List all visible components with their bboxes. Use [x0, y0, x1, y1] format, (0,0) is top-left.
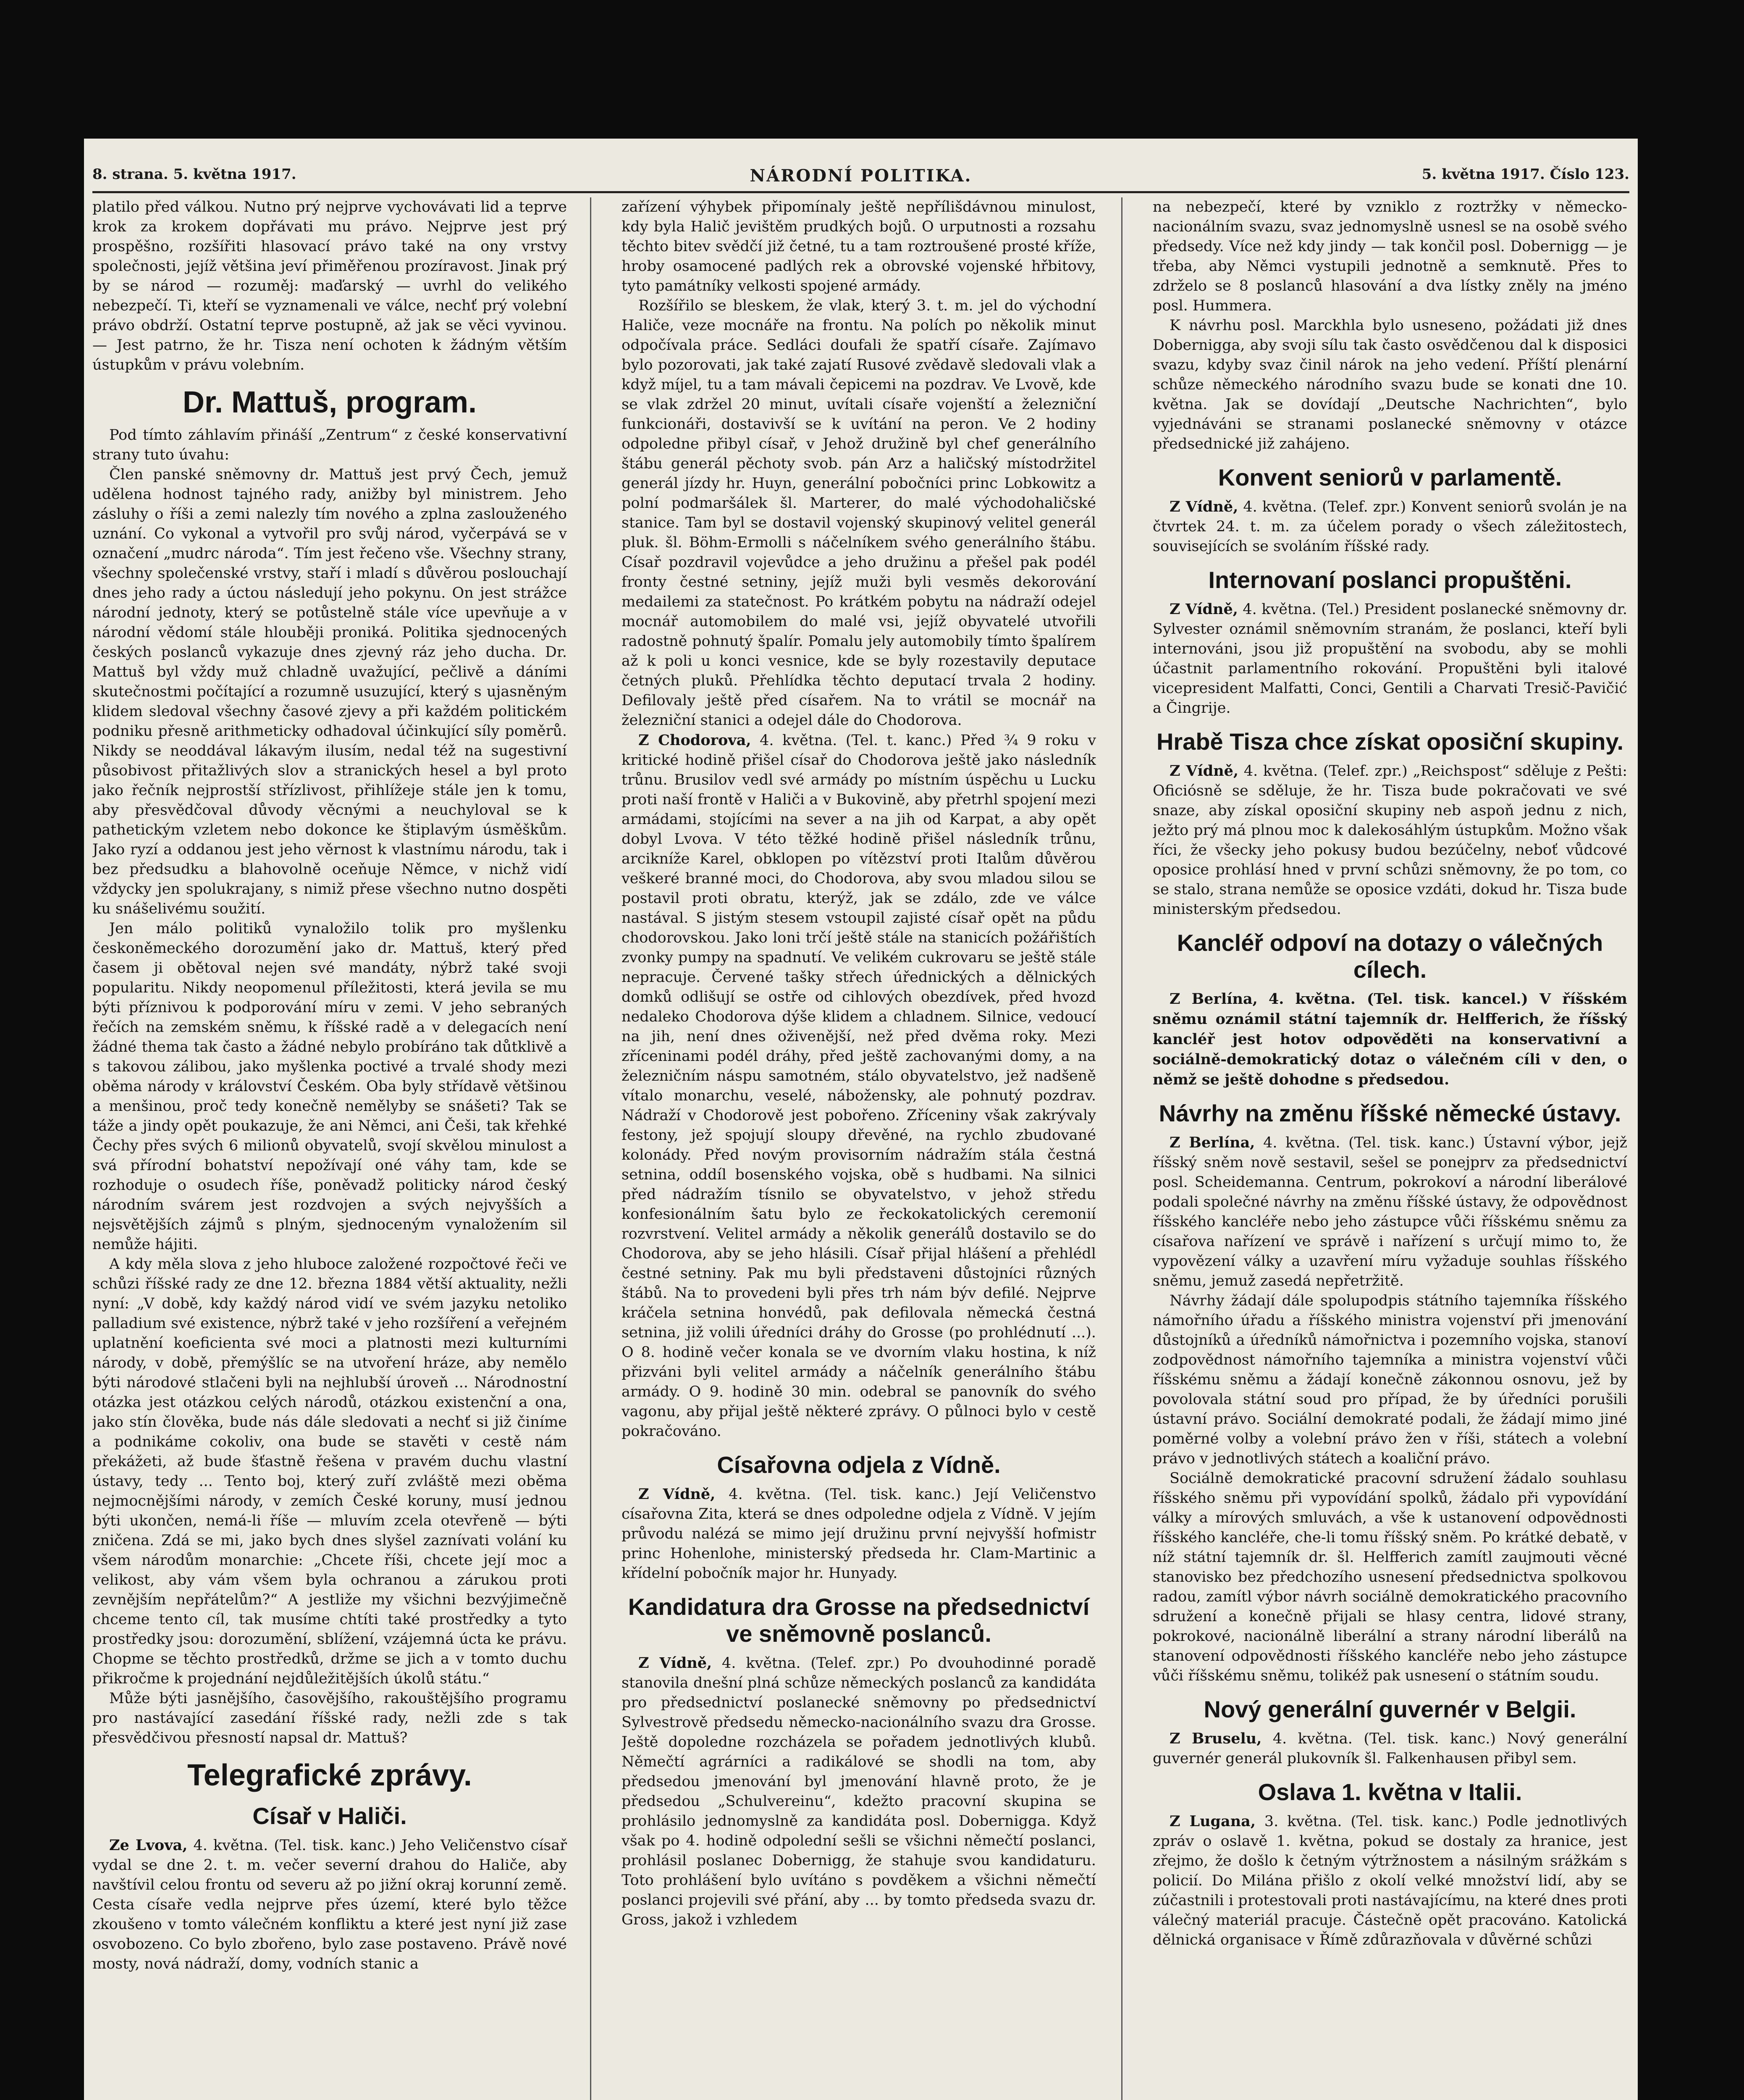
headline-gross: Kandidatura dra Grosse na předsednictví ve sněmovně poslanců.: [628, 1593, 1090, 1647]
dateline: Z Vídně,: [638, 1654, 712, 1672]
article-text: [1153, 497, 1627, 556]
article-text: zařízení výhybek připomínaly ještě nepřílišdávnou minulost, kdy byla Halič jevištěm prudkých bojů. O urputnosti a rozsahu těchto bitev svědčí již četné, tu a tam roztroušené prosté kříže, hroby osamocené padlých rek a obrovské vojenské hřbitovy, tyto památníky velkosti spojené armády.: [622, 199, 1096, 294]
dateline: Z Chodorova,: [638, 732, 751, 749]
article-text: platilo před válkou. Nutno prý nejprve vychovávati lid a teprve krok za krokem dopřávati mu právo. Nejprve jest prý prospěšno, rozšířiti hlasovací právo také na ony vrstvy společnosti, jejíž většina jeví přiměřenou prozíravost. Jinak prý by se národ — rozuměj: maďarský — uvrhl do velikého nebezpečí. Ti, kteří se vyznamenali ve válce, nechť prý volební právo obdrží. Ostatní teprve postupně, až jak se věci vyvinou. — Jest patrno, že hr. Tisza není ochoten k žádným větším ústupkům v právu volebním.: [92, 199, 567, 373]
headline-emperor: Císař v Haliči.: [252, 1803, 407, 1829]
article-body: 4. května. (Tel. tisk. kanc.) Její Veličenstvo císařovna Zita, která se dnes odpoledne odjela z Vídně. V jejím průvodu nalézá se mimo její družinu první nejvyšší hofmistr princ Hohenlohe, ministerský předseda hr. Clam-Martinic a křídelní pobočník major hr. Hunyady.: [622, 1486, 1096, 1582]
headline-constitution: Návrhy na změnu říšské německé ústavy.: [1159, 1100, 1621, 1126]
article-body: 4. května. (Tel. tisk. kancel.) V říšském sněmu oznámil státní tajemník dr. Helfferich, že říšský kancléř jest hotov odpověděti na konservativní a sociálně-demokratický dotaz o válečném cíli v den, o němž se ještě dohodne s předsedou.: [1153, 990, 1627, 1088]
dateline: Z Berlína,: [1170, 990, 1258, 1008]
article-text: [1153, 599, 1627, 718]
column-1: [92, 197, 567, 2100]
article-text: [1153, 761, 1627, 919]
headline-chancellor: Kancléř odpoví na dotazy o válečných cílech.: [1177, 929, 1603, 983]
article-text: Člen panské sněmovny dr. Mattuš jest prvý Čech, jemuž udělena hodnost tajného rady, anižby byl ministrem. Jeho zásluhy o říši a zemi nalezly tím nového a zplna zaslouženého uznání. Co vykonal a vytvořil pro svůj národ, vyčerpává se v označení „mudrc národa“. Tím jest řečeno vše. Všechny strany, všechny společenské vrstvy, staří i mladí s důvěrou poslouchají dnes jeho rady a úctou následují jeho pokynu. On jest strážce národní jednoty, který se potůstelně stále více upevňuje a v národní vědomí stále hlouběji proniká. Politika sjednocených českých poslanců vykazuje dnes zjevný ráz jeho ducha. Dr. Mattuš byl vždy muž chladně uvažující, pečlivě a dáními skutečnostmi počítající a rozumně usuzující, který s ujasněným klidem sledoval všechny časové zjevy a při každém politickém podniku přesně arithmeticky odhadoval účinkující síly poměrů. Nikdy se neoddával lákavým ilusím, nedal též na sugestivní působivost přitažlivých slov a stranických hesel a byl proto jako řečník nejprostší střízlivost, přihlížeje stále jen k tomu, aby přesvědčoval důvody věcnými a neuchyloval se k pathetickým vzletem nebo dokonce ke štiplavým úsměškům. Jako ryzí a oddanou jest jeho věrnost k vlastnímu národu, tak i bez předsudku a blahovolně oceňuje Němce, v nichž vidí vždycky jen spolukrajany, s nimiž přese všechno nutno dospěti ku snášelivému soužití.: [92, 466, 567, 917]
article-body: 4. května. (Telef. zpr.) Po dvouhodinné poradě stanovila dnešní plná schůze německých poslanců za kandidáta pro předsednictví poslanecké sněmovny po předsednictví Sylvestrově předsedu německo-nacionálního svazu dra Grosse. Ještě dopoledne rozcházela se pořadem jednotlivých klubů. Němečtí agrárníci a radikálové se shodli na tom, aby předsedou jmenování byl jmenování hlavně proto, že je předsedou „Schulvereinu“, kdežto pracovní skupina se prohlásilo jednomyslně za kandidáta posl. Dobernigga. Když však po 4. hodině odpolední sešli se všichni němečtí poslanci, prohlásil poslanec Dobernigg, že stahuje svou kandidaturu. Toto prohlášení bylo uvítáno s povděkem a všichni němečtí poslanci projevili své přání, aby ... by tomto předseda svazu dr. Gross, jakož i vzhledem: [622, 1655, 1096, 1928]
article-body: 4. května. (Telef. zpr.) „Reichspost“ sděluje z Pešti: Oficiósně se sděluje, že hr. Tisza bude pokračovati ve své snaze, aby získal oposiční skupiny neb aspoň jednu z nich, ježto prý má plnou moc k dalekosáhlým ústupkům. Možno však říci, že všecky jeho pokusy budou bezúčelny, neboť vůdcové oposice prohlásí hned v první schůzi sněmovny, že po tom, co se stalo, strana nemůže se oposice vzdáti, dokud hr. Tisza bude ministerským předsedou.: [1153, 763, 1627, 918]
masthead: NÁRODNÍ POLITIKA.: [750, 166, 972, 186]
article-body: 4. května. (Telef. zpr.) Konvent seniorů svolán je na čtvrtek 24. t. m. za účelem porady o všech záležitostech, souvisejících se svoláním říšské rady.: [1153, 499, 1627, 555]
article-text: [1153, 989, 1627, 1090]
headline-interned: Internovaní poslanci propuštěni.: [1208, 567, 1572, 593]
article-text: Sociálně demokratické pracovní sdružení žádalo souhlasu říšského sněmu při vypovídání spolků, žádalo při vypovídání války a mírových smluvách, a vše k ustanovení odpovědnosti říšského kancléře, che-li tomu říšský sněm. Po krátké debatě, v níž státní tajemník dr. šl. Helfferich zamítl zaujmouti věcné stanovisko bez předchozího usnesení předsednictva spolkovou radou, zamítl výbor návrh sociálně demokratického pracovního sdružení a konečně přijali se hlasy centra, lidové strany, pokrokové, nacionálně liberální a strany národní liberálů na stanovení odpovědnosti říšského kancléře nebo jeho zástupce vůči říšskému sněmu, tolikéž pak usnesení o státním soudu.: [1153, 1470, 1627, 1684]
article-text: [622, 1653, 1096, 1930]
header-left: 8. strana. 5. května 1917.: [92, 166, 296, 183]
dateline: Z Vídně,: [638, 1486, 716, 1503]
article-text: Jen málo politiků vynaložilo tolik pro myšlenku českoněmeckého dorozumění jako dr. Mattuš, který před časem ji obětoval nejen své mandáty, nýbrž také svoji popularitu. Nikdy neopomenul příležitosti, která jevila se mu býti příznivou k podporování míru v zemi. V jeho sebraných řečích na zemském sněmu, k říšské radě a v delegacích není žádné thema tak často a žádné nebylo probíráno tak důtklivě a s takovou zálibou, jako myšlenka poctivé a trvalé shody mezi oběma národy v království Českém. Oba byly střídavě většinou a menšinou, proč tedy konečně nemělyby se snášeti? Tak se táže a jindy opět poukazuje, že ani Němci, ani Češi, tak křehké Čechy přes svých 6 milionů obyvatelů, svojí skvělou minulost a svá přírodní bohatství nepožívají oné váhy tam, kde se rozhoduje o osudech říše, poněvadž politicky národ český národním svárem jest rozdvojen a svých nejvyšších a nejsvětějších zájmů s plným, sjednoceným vynaložením sil nemůže hájiti.: [92, 920, 567, 1253]
column-2: [622, 197, 1096, 2100]
column-divider-2: [1121, 197, 1122, 2100]
article-text: Může býti jasnějšího, časovějšího, rakouštějšího programu pro nastávající zasedání říšské rady, nežli zde s tak přesvědčivou přesností napsal dr. Mattuš?: [92, 1690, 567, 1746]
article-text: K návrhu posl. Marckhla bylo usneseno, požádati již dnes Dobernigga, aby svoji sílu tak často osvědčenou dal k disposici svazu, kdyby svaz činil nárok na jeho vedení. Příští plenární schůze německého národního svazu bude se konati dne 10. května. Jak se dovídají „Deutsche Nachrichten“, bylo vyjednáváni se stranami poslanecké sněmovny v otázce předsednické již zahájeno.: [1153, 317, 1627, 452]
article-text: [622, 1484, 1096, 1583]
headline-convent: Konvent seniorů v parlamentě.: [1218, 464, 1562, 491]
article-text: [622, 730, 1096, 1441]
headline-belgium: Nový generální guvernér v Belgii.: [1204, 1696, 1576, 1722]
headline-tisza: Hrabě Tisza chce získat oposiční skupiny.: [1156, 728, 1624, 755]
article-text: Pod tímto záhlavím přináší „Zentrum“ z české konservativní strany tuto úvahu:: [92, 427, 567, 463]
article-text: Rozšířilo se bleskem, že vlak, který 3. t. m. jel do východní Haliče, veze mocnáře na frontu. Na polích po několik minut odpočívala práce. Sedláci doufali že spatří císaře. Zajímavo bylo pozorovati, jak také zajatí Rusové zvědavě sledovali vlak a když míjel, tu a tam mávali čepicemi na pozdrav. Ve Lvově, kde se vlak zdržel 20 minut, uvítali císaře vojenští a železniční funkcionáři, dostavivší se k uvítání na peron. Ve 2 hodiny odpoledne přibyl císař, v Jehož družině byl chef generálního štábu generál pěchoty svob. pán Arz a haličský místodržitel generál jízdy hr. Huyn, generální pobočníci princ Lobkowitz a polní podmaršálek šl. Marterer, do malé východohaličské stanice. Tam byl se dostavil vojenský skupinový velitel generál pluk. šl. Böhm-Ermolli s náčelníkem svého generálního štábu. Císař pozdravil vojevůdce a jeho družinu a přešel pak podél fronty čestné setniny, jejíž muži byli vesměs dekorování medailemi za statečnost. Po krátkém pobytu na nádraží odejel mocnář automobilem do malé vsi, jejíž obyvatelé utvořili radostně pohnutý špalír. Pomalu jely automobily tímto špalírem až k poli u konci vesnice, kde se byly rozestavily deputace četných pluků. Přehlídka těchto deputací trvala 2 hodiny. Defilovaly ještě před císařem. Na to vrátil se mocnář na železniční stanici a odejel dále do Chodorova.: [622, 297, 1096, 729]
article-body: 4. května. (Tel. tisk. kanc.) Ústavní výbor, jejž říšský sněm nově sestavil, sešel se ponejprv za předsednictví posl. Scheidemanna. Centrum, pokrokoví a národní liberálové podali společné návrhy na změnu říšské ústavy, že odpovědnost říšského kancléře nebo jeho zástupce vůči říšskému sněmu za císařova nařízení ve správě i nařízení s určují mimo to, že vypovězení války a uzavření míru vyžaduje souhlas říšského sněmu, jemuž zasedá nepřetržitě.: [1153, 1134, 1627, 1289]
headline-italy: Oslava 1. května v Italii.: [1258, 1779, 1522, 1805]
header-right: 5. května 1917. Číslo 123.: [1421, 166, 1629, 183]
article-text: [1153, 1811, 1627, 1950]
column-3: [1153, 197, 1627, 2100]
dateline: Z Bruselu,: [1170, 1730, 1262, 1747]
article-body: 4. května. (Tel. t. kanc.) Před ¾ 9 roku v kritické hodině přišel císař do Chodorova ještě jako následník trůnu. Brusilov vedl své armády po místním úspěchu u Lucku proti naší frontě v Haliči a v Bukovině, aby přetrhl spojení mezi armádami, stojícími na sever a na jih od Karpat, a aby opět dobyl Lvova. V této těžké hodině přišel následník trůnu, arcikníže Karel, obklopen po vítězství proti Italům důvěrou veškeré branné moci, do Chodorova, aby svou mladou silou se postavil proti obratu, kterýž, jak se zdálo, zde ve válce nastával. S jistým stesem vstoupil zajisté císař opět na půdu chodorovskou. Jako loni trčí ještě stále na stanicích požářištích zvonky pumpy na spadnutí. Ve velikém cukrovaru se ještě stále nepracuje. Červené tašky střech úřednických a dělnických domků odlišují se ostře od cihlových obezdívek, před hvozd nedaleko Chodorova dýše klidem a chladnem. Silnice, vedoucí na jih, není dnes oživenější, než před dvěma roky. Mezi zříceninami podél dráhy, před ještě zachovanými domy, a na železničním náspu samotném, stálo obyvatelstvo, jež nadšeně vítalo monarchu, veselé, nábožensky, ale pohnutý pozdrav. Nádraží v Chodorově jest pobořeno. Zříceniny však zakrývaly festony, jež spojují sloupy dřevěné, na rychlo zbudované kolonády. Před novým provisorním nádražím stála čestná setnina, oddíl bosenského vojska, obě s hudbami. Na silnici před nádražím tísnilo se obyvatelstvo, v jehož středu konfesionálním šatu bylo ze řeckokatolických ceremonií rozvrstvení. Velitel armády a několik generálů dostavilo se do Chodorova, aby se jeho hlásili. Císař přijal hlášení a přehlédl čestné setniny. Pak mu byli představeni důstojníci různých štábů. Na to provedeni byli přes trh nám býv defilé. Nejprve kráčela setnina honvédů, pak defilovala německá čestná setnina, již volili úředníci dráhy do Grosse (po prohlédnutí ...). O 8. hodině večer konala se ve dvorním vlaku hostina, k níž přizváni byli velitel armády a náčelník generálního štábu armády. O 9. hodině 30 min. odebral se panovník do svého vagonu, aby přijal ještě některé zprávy. O půlnoci bylo v cestě pokračováno.: [622, 732, 1096, 1440]
article-text: [92, 1835, 567, 1974]
article-body: 4. května. (Tel. tisk. kanc.) Nový generální guvernér generál plukovník šl. Falkenhausen přibyl sem.: [1153, 1730, 1627, 1767]
article-body: 4. května. (Tel.) President poslanecké sněmovny dr. Sylvester oznámil sněmovním stranám, že poslanci, kteří byli internováni, jsou již propuštění na svobodu, aby se mohli účastnit parlamentního rokování. Propuštěni byli italové vicepresident Malfatti, Conci, Gentili a Charvati Tresič-Pavičić a Čingrije.: [1153, 601, 1627, 717]
article-body: 4. května. (Tel. tisk. kanc.) Jeho Veličenstvo císař vydal se dne 2. t. m. večer severní drahou do Haliče, aby navštívil celou frontu od severu až po jižní okraj korunní země. Cesta císaře vedla nejprve přes území, které bylo těžce zkoušeno v tomto válečném konfliktu a které jest nyní již zase osvobozeno. Co bylo zbořeno, bylo zase postaveno. Právě nové mosty, nová nádraží, domy, vodních stanic a: [92, 1837, 567, 1972]
headline-mattus: Dr. Mattuš, program.: [182, 386, 477, 419]
article-text: Návrhy žádají dále spolupodpis státního tajemníka říšského námořního úřadu a říšského ministra vojenství při jmenování důstojníků a úředníků námořnictva i pozemního vojska, stanoví zodpovědnost námořního tajemníka a ministra vojenství vůči říšskému sněmu a žádají konečně zákonnou osnovu, jež by povolovala státní soud pro případ, že by úředníci porušili ústavní právo. Sociální demokraté podali, že žádají mimo jiné poměrné volby a volební právo žen v říši, státech a volební právo v jednotlivých státech a koaliční právo.: [1153, 1292, 1627, 1467]
article-text: [1153, 1729, 1627, 1769]
dateline: Z Lugana,: [1170, 1813, 1256, 1830]
newspaper-page: [84, 139, 1638, 2100]
page-header: [92, 162, 1629, 191]
article-body: 3. května. (Tel. tisk. kanc.) Podle jednotlivých zpráv o oslavě 1. května, pokud se dostaly za hranice, jest zřejmo, že došlo k četným výtržnostem a násilným srážkám s policií. Do Milána přišlo z okolí velké množství lidí, aby se zúčastnili i protestovali proti nastávajícímu, na které dnes proti válečný materiál pracuje. Částečně opět pracováno. Katolická dělnická organisace v Římě zdůrazňovala v důvěrné schůzi: [1153, 1813, 1627, 1948]
dateline: Z Berlína,: [1170, 1134, 1255, 1151]
dateline: Z Vídně,: [1170, 498, 1238, 515]
article-text: na nebezpečí, které by vzniklo z roztržky v německo-nacionálním svazu, svaz jednomyslně usnesl se na osobě svého předsedy. Více než kdy jindy — tak končil posl. Dobernigg — je třeba, aby Němci vystupili jednotně a semknutě. Přes to zdrželo se 8 poslanců hlasování a dva lístky zněly na jméno posl. Hummera.: [1153, 199, 1627, 314]
dateline: Z Vídně,: [1170, 601, 1238, 618]
dateline: Z Vídně,: [1170, 762, 1239, 780]
headline-empress: Císařovna odjela z Vídně.: [717, 1452, 1001, 1478]
headline-telegraphic: Telegrafické zprávy.: [187, 1759, 472, 1792]
header-rule: [92, 191, 1629, 193]
dateline: Ze Lvova,: [109, 1837, 188, 1854]
column-divider-1: [590, 197, 591, 2100]
article-text: A kdy měla slova z jeho hluboce založené rozpočtové řeči ve schůzi říšské rady ze dne 12. března 1884 větší aktuality, nežli nyní: „V době, kdy každý národ vidí ve svém jazyku netoliko palladium své existence, nýbrž také v jeho rozšíření a veřejném uplatnění koeficienta své moci a platnosti mezi kulturními národy, v době, přemýšlíc se na utvoření hráze, aby nemělo býti národové stlačeni byli na nejhlubší úroveň ... Národnostní otázka jest otázkou celých národů, otázkou existenční a ona, jako stín člověka, bude nás dále sledovati a nechť si již činíme a podnikáme cokoliv, ona bude se stavěti v cestě nám překážeti, až bude šťastně řešena v pravém duchu vlastní ústavy, tedy ... Tento boj, který zuří zvláště mezi oběma nejmocnějšími národy, v zemích České koruny, musí jednou býti ukončen, nemá-li říše — mluvím zcela otevřeně — býti zničena. Zdá se mi, jako bych dnes slyšel zaznívati volání ku všem národům monarchie: „Chcete říši, chcete její moc a velikost, aby vám všem byla ochranou a zárukou proti zevnějším nepřátelům?“ A jestliže my všichni bezvýjimečně chceme tento cíl, tak musíme chtíti také prostředky a tyto prostředky jsou: dorozumění, sblížení, vzájemná úcta ke právu. Chopme se těchto prostředků, držme se jich a v tomto duchu přikročme k projednání nejdůležitějších úkolů státu.“: [92, 1256, 567, 1687]
article-text: [1153, 1133, 1627, 1291]
